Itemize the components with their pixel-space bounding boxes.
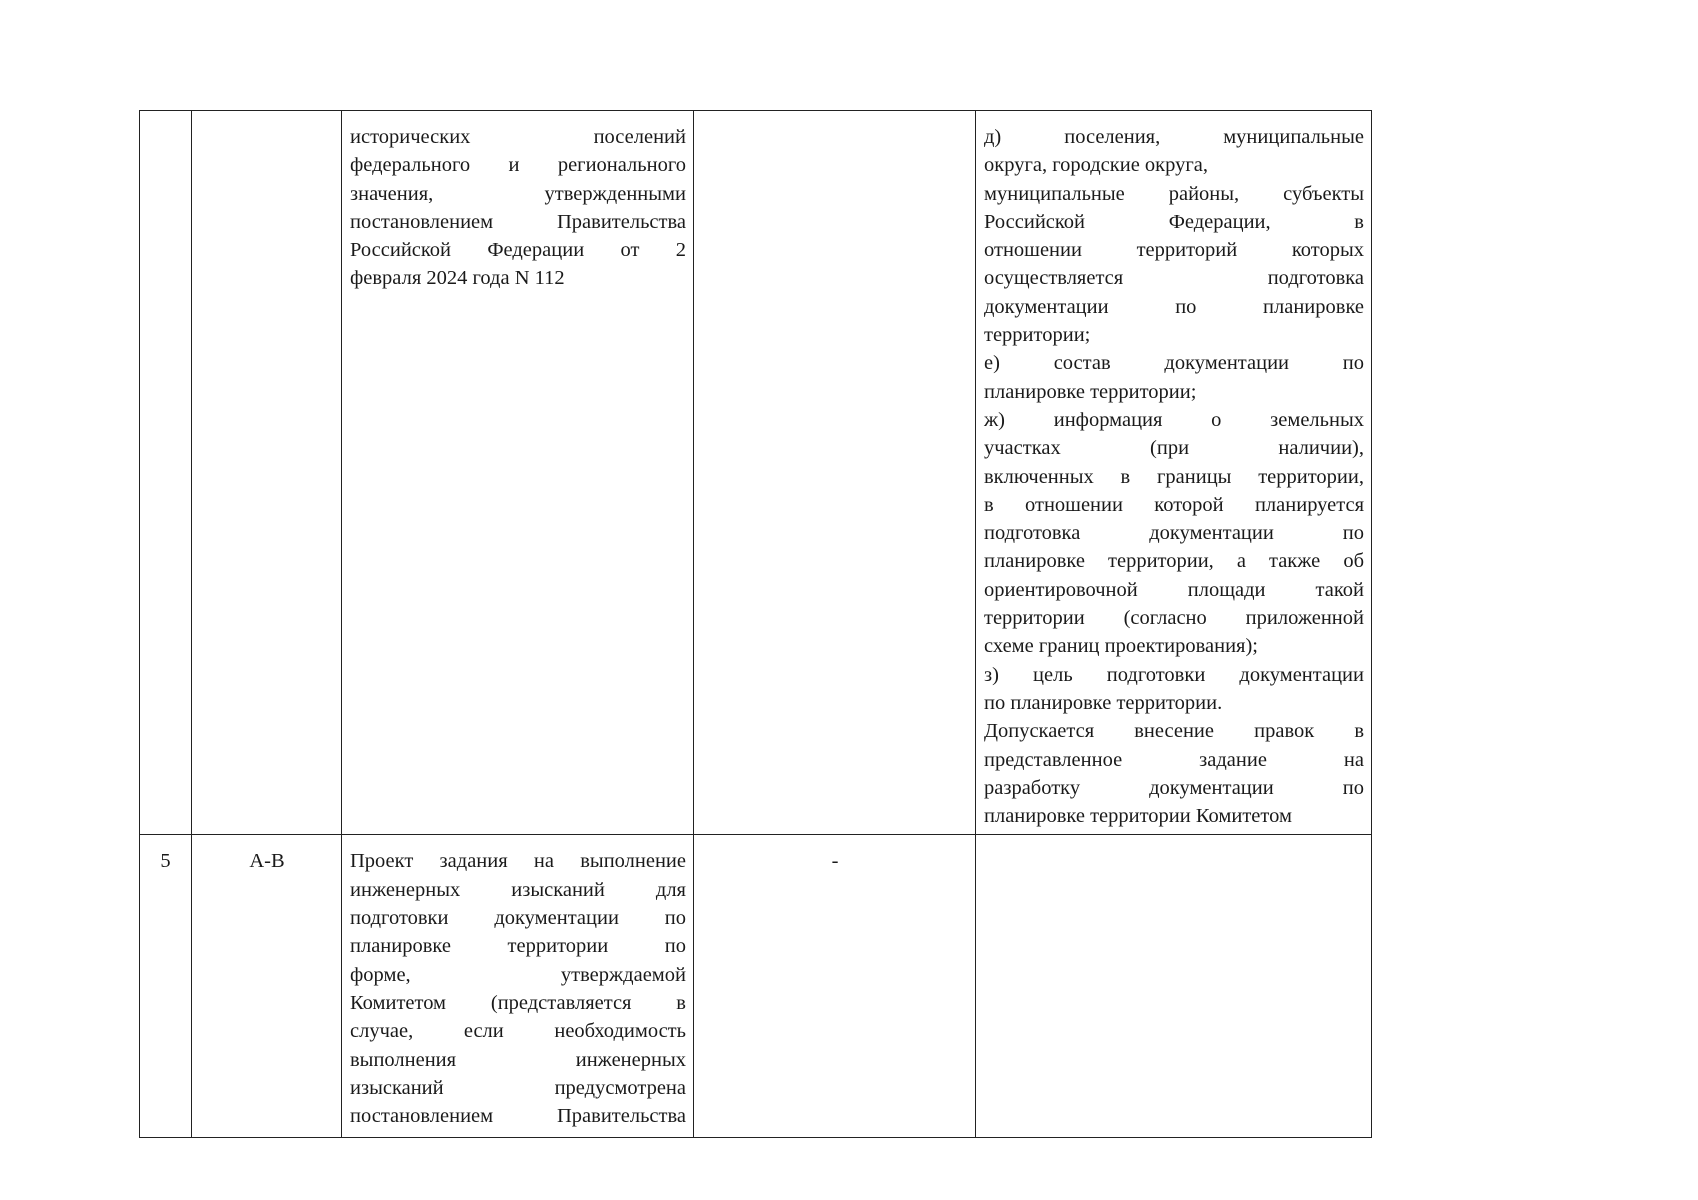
requirements-cell <box>976 111 1372 835</box>
document-name-cell <box>342 835 694 1138</box>
text-line: е) состав документации по <box>984 352 1364 375</box>
text-line: документации по планировке <box>984 295 1364 318</box>
form-cell: - <box>694 835 976 1138</box>
text-line: Российской Федерации, в <box>984 210 1364 233</box>
text-line: Допускается внесение правок в <box>984 720 1364 743</box>
text-line: в отношении которой планируется <box>984 493 1364 516</box>
text-line: форме, утверждаемой <box>350 963 686 986</box>
text-line: выполнения инженерных <box>350 1048 686 1071</box>
row-code-cell: А-В <box>192 835 342 1138</box>
text-line: инженерных изысканий для <box>350 878 686 901</box>
form-cell <box>694 111 976 835</box>
text-line: исторических поселений <box>350 126 686 148</box>
text-line: Проект задания на выполнение <box>350 850 686 873</box>
text-line: постановлением Правительства <box>350 210 686 233</box>
requirements-text <box>976 111 1371 834</box>
text-line: подготовка документации по <box>984 522 1364 545</box>
text-line: планировке территории, а также об <box>984 550 1364 573</box>
table-row <box>140 111 1372 835</box>
text-line: случае, если необходимость <box>350 1020 686 1043</box>
text-line: территории (согласно приложенной <box>984 607 1364 630</box>
text-line: з) цель подготовки документации <box>984 663 1364 686</box>
text-line: территории; <box>984 324 1091 347</box>
text-line: осуществляется подготовка <box>984 267 1364 290</box>
document-name-cell <box>342 111 694 835</box>
row-code-cell <box>192 111 342 835</box>
text-line: февраля 2024 года N 112 <box>350 267 565 290</box>
requirements-cell <box>976 835 1372 1138</box>
text-line: изысканий предусмотрена <box>350 1076 686 1099</box>
table-row <box>140 835 1372 1138</box>
text-line: муниципальные районы, субъекты <box>984 182 1364 205</box>
text-line: Российской Федерации от 2 <box>350 239 686 262</box>
text-line: включенных в границы территории, <box>984 465 1364 488</box>
text-line: подготовки документации по <box>350 907 686 930</box>
text-line: постановлением Правительства <box>350 1105 686 1128</box>
text-line: отношении территорий которых <box>984 239 1364 262</box>
text-line: схеме границ проектирования); <box>984 635 1258 658</box>
text-line: представленное задание на <box>984 748 1364 771</box>
text-line: по планировке территории. <box>984 691 1223 714</box>
text-line: ориентировочной площади такой <box>984 578 1364 601</box>
text-line: значения, утвержденными <box>350 182 686 205</box>
text-line: участках (при наличии), <box>984 437 1364 460</box>
text-line: ж) информация о земельных <box>984 408 1364 431</box>
row-number-cell: 5 <box>140 835 192 1138</box>
document-name-text <box>342 835 693 1134</box>
text-line: округа, городские округа, <box>984 154 1209 177</box>
text-line: д) поселения, муниципальные <box>984 126 1364 148</box>
text-line: разработку документации по <box>984 776 1364 799</box>
document-name-text <box>342 111 693 297</box>
text-line: планировке территории; <box>984 380 1197 403</box>
requirements-text <box>976 835 1371 851</box>
requirements-table <box>139 110 1372 1138</box>
text-line: Комитетом (представляется в <box>350 991 686 1014</box>
text-line: федерального и регионального <box>350 154 686 177</box>
row-number-cell <box>140 111 192 835</box>
text-line: планировке территории Комитетом <box>984 805 1292 828</box>
text-line: планировке территории по <box>350 935 686 958</box>
